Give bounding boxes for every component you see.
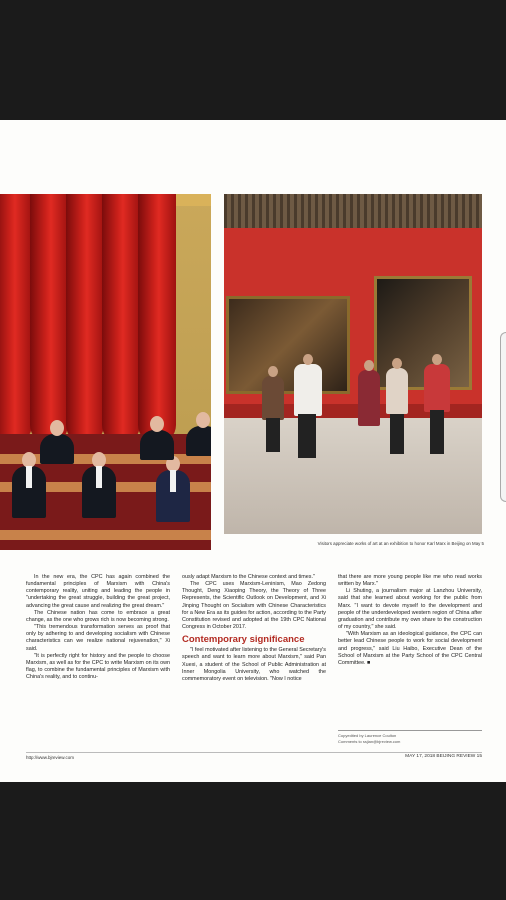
red-flag [66,194,104,444]
text-column-1 [26,574,170,681]
paragraph: "It is perfectly right for history and the people to choose Marxism, as well as for the CPC to write Marxism on its own flag, to combine the fundamental principles of Marxism with China's reality, and to continu- [26,652,170,681]
person [40,434,74,464]
paragraph: "I feel motivated after listening to the General Secretary's speech and want to learn more about Marxism," said Pan Xuexi, a student of the School of Public Administration at Inner Mongolia University, who watched the commemoratory event on television. "Now I notice [182,647,326,682]
paragraph: ously adapt Marxism to the Chinese context and times." [182,574,315,580]
visitor [386,368,408,414]
paragraph: The Chinese nation has come to embrace a great change, as the one who grows rich is now becoming strong. [26,609,170,623]
paragraph: Li Shuting, a journalism major at Lanzhou University, said that she learned about working for the public from Marx. "I want to devote myself to the development and people of the underdeveloped western region of China after graduation and contribute my own share to the construction of my country," she said. [338,588,482,631]
paragraph: The CPC uses Marxism-Leninism, Mao Zedong Thought, Deng Xiaoping Theory, the Theory of Three Represents, the Scientific Outlook on Development, and Xi Jinping Thought on Socialism with Chinese Characteristics for a New Era as its guides for action, according to the Party Constitution revised and adopted at the 19th CPC National Congress in October 2017. [182,581,326,631]
painting [226,296,350,394]
person [82,466,116,518]
section-heading: Contemporary significance [182,634,305,646]
copyedit-line: Copyedited by Laurence Coulton [338,733,397,738]
red-flag [30,194,68,444]
paragraph: "With Marxism as an ideological guidance, the CPC can better lead Chinese people to work for social development and progress," said Liu Haibo, Executive Dean of the School of Marxism at the Party School of the CPC Central Committee. ■ [338,631,482,666]
visitor [424,364,450,412]
person [12,466,46,518]
paragraph: In the new era, the CPC has again combined the fundamental principles of Marxism with China's contemporary reality, uniting and leading the people in "undertaking the great struggle, building the great project, advancing the great cause and realizing the great dream." [26,574,170,609]
ceiling [224,194,482,228]
text-column-3 [338,574,482,667]
editor-credit [338,730,482,744]
footer-divider [26,752,482,753]
photo-exhibition [224,194,482,534]
text-column-2 [182,574,326,683]
red-flag [102,194,140,444]
person [186,426,211,456]
footer-page-info: MAY 17, 2018 BEIJING REVIEW 15 [405,754,482,759]
footer-url[interactable]: http://www.bjreview.com [26,755,75,760]
comments-line: Comments to ssjian@bjreview.com [338,738,401,744]
scroll-handle[interactable] [500,332,506,502]
person [156,470,190,522]
paragraph: "This tremendous transformation serves as proof that only by adhering to and developing socialism with Chinese characteristics can we realize national rejuvenation," Xi said. [26,624,170,652]
paragraph: that there are more young people like me who read works written by Marx." [338,574,482,588]
red-flag [0,194,32,444]
person [140,430,174,460]
visitor [262,376,284,420]
photo-caption: Visitors appreciate works of art at an exhibition to honor Karl Marx in Beijing on May 5 [317,541,484,546]
red-flag [138,194,176,444]
magazine-page [0,120,506,782]
visitor [358,370,380,426]
photo-ceremony [0,194,211,550]
visitor [294,364,322,416]
